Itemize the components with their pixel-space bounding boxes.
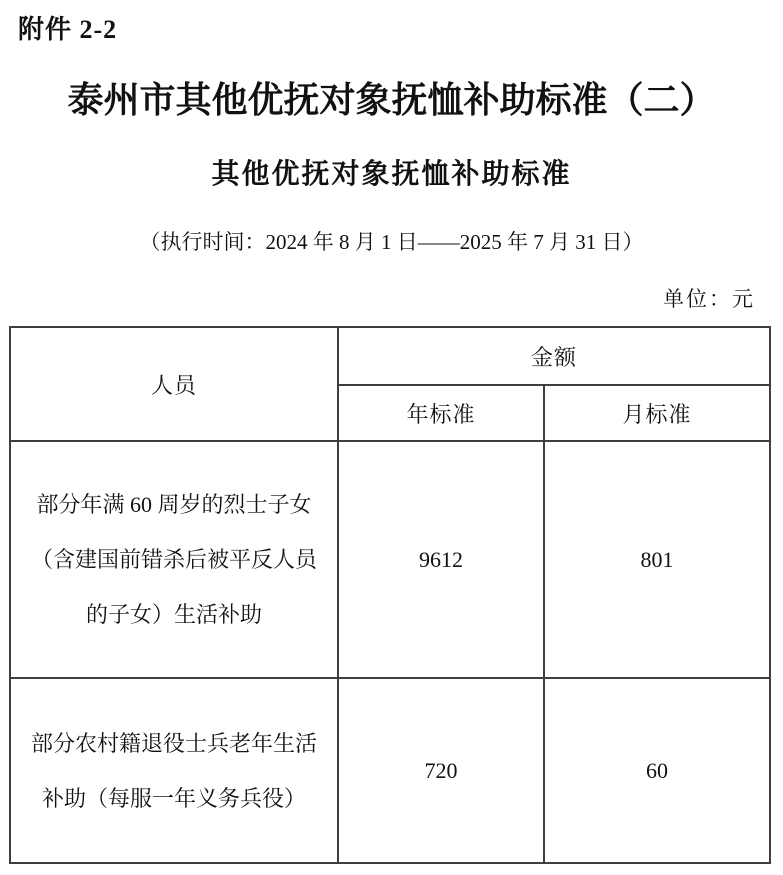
personnel-text-line: （含建国前错杀后被平反人员 xyxy=(30,547,317,572)
subsidy-table xyxy=(9,326,771,864)
table-row xyxy=(10,678,770,863)
monthly-amount-cell: 801 xyxy=(544,441,770,678)
header-annual-standard: 年标准 xyxy=(338,385,544,441)
personnel-cell xyxy=(10,678,338,863)
header-amount: 金额 xyxy=(338,327,770,385)
table-header-row-1 xyxy=(10,327,770,385)
page-title: 泰州市其他优抚对象抚恤补助标准（二） xyxy=(67,80,716,120)
unit-note: 单位：元 xyxy=(663,287,755,311)
personnel-text-line: 部分农村籍退役士兵老年生活 xyxy=(30,730,317,756)
monthly-amount-cell: 60 xyxy=(544,678,770,863)
attachment-label: 附件 2-2 xyxy=(18,15,118,44)
personnel-text-line: 的子女）生活补助 xyxy=(85,602,262,627)
header-monthly-standard: 月标准 xyxy=(544,385,770,441)
personnel-text-line: 补助（每服一年义务兵役） xyxy=(41,785,306,811)
page-subtitle: 其他优抚对象抚恤补助标准 xyxy=(211,159,572,190)
annual-amount-cell: 720 xyxy=(338,678,544,863)
header-personnel: 人员 xyxy=(10,327,338,441)
personnel-text-line: 部分年满 60 周岁的烈士子女 xyxy=(36,492,312,517)
execution-period: （执行时间：2024 年 8 月 1 日——2025 年 7 月 31 日） xyxy=(139,230,644,254)
table-row xyxy=(10,441,770,678)
annual-amount-cell: 9612 xyxy=(338,441,544,678)
personnel-cell xyxy=(10,441,338,678)
